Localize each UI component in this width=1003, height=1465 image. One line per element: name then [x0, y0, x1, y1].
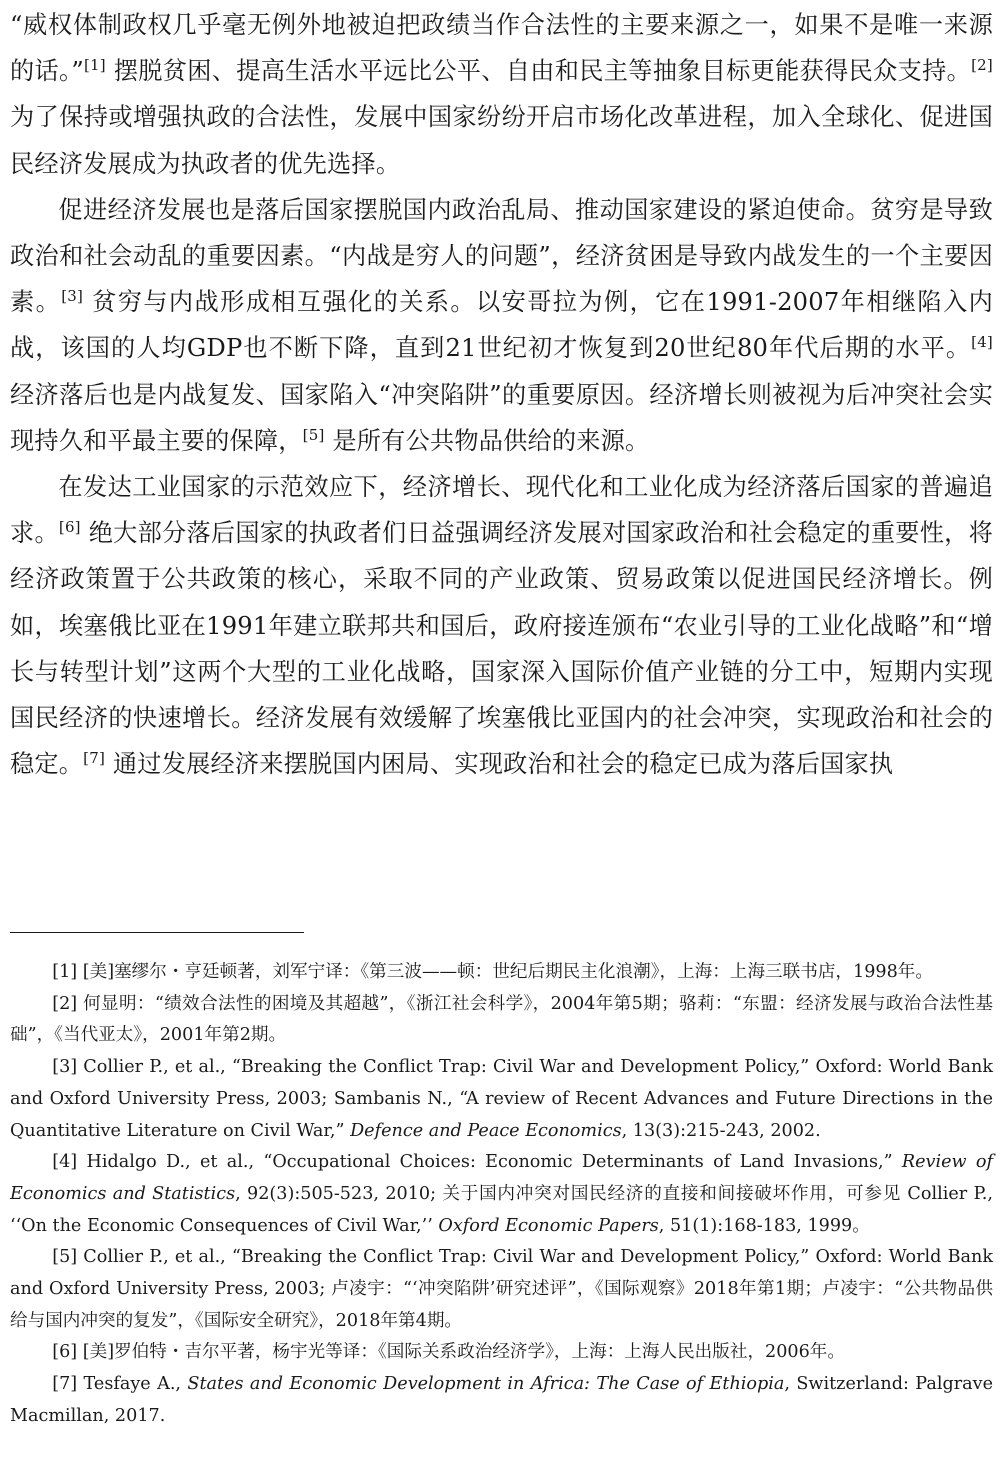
text-span: 摆脱贫困、提高生活水平远比公平、自由和民主等抽象目标更能获得民众支持。 [113, 57, 972, 86]
footnote-ref-2[interactable]: [2] [971, 56, 993, 75]
footnote-text: , Switzerland: Palgrave Macmillan, 2017. [10, 1374, 993, 1426]
footnote-text: [7] Tesfaye A., [52, 1374, 181, 1395]
footnote-2 [10, 989, 993, 1052]
footnote-ref-7[interactable]: [7] [83, 749, 106, 768]
footnote-text: [2] 何显明：“绩效合法性的困境及其超越”，《浙江社会科学》，2004年第5期；骆莉：“东盟：经济发展与政治合法性基础”，《当代亚太》，2001年第2期。 [10, 993, 993, 1046]
paragraph-3 [10, 464, 993, 787]
footnote-text: [5] Collier P., et al., “Breaking the Conflict Trap: Civil War and Development Policy,” Oxford: World Bank and Oxford University Press, 2003; 卢凌宇：“‘冲突陷阱’研究述评”，《国际观察》2018年第1期；卢凌宇：“公共物品供给与国内冲突的复发”，《国际安全研究》，2018年第4期。 [10, 1247, 993, 1331]
footnote-ref-3[interactable]: [3] [61, 287, 84, 306]
footnote-6 [10, 1337, 993, 1369]
footnote-text: [3] Collier P., et al., “Breaking the Conflict Trap: Civil War and Development Policy,” Oxford: World Bank and Oxford University Press, 2003; Sambanis N., “A review of Recent Advances and Future Directions in the Quantitative Literature on Civil War,” [10, 1057, 993, 1141]
journal-title: Defence and Peace Economics [350, 1120, 622, 1141]
footnote-3 [10, 1052, 993, 1147]
footnote-divider [10, 932, 304, 933]
footnote-ref-1[interactable]: [1] [83, 56, 106, 75]
text-span: 经济落后也是内战复发、国家陷入“冲突陷阱”的重要原因。经济增长则被视为后冲突社会实现持久和平最主要的保障， [10, 380, 993, 455]
text-span: 促进经济发展也是落后国家摆脱国内政治乱局、推动国家建设的紧迫使命。贫穷是导致政治和社会动乱的重要因素。“内战是穷人的问题”，经济贫困是导致内战发生的一个主要因素。 [10, 195, 993, 317]
paragraph-1 [10, 2, 993, 187]
book-title: States and Economic Development in Africa: The Case of Ethiopia [187, 1374, 785, 1395]
footnote-5 [10, 1242, 993, 1337]
journal-title: Oxford Economic Papers [438, 1215, 659, 1236]
main-text [10, 2, 993, 787]
footnote-text: [6] [美]罗伯特・吉尔平著，杨宇光等译：《国际关系政治经济学》，上海：上海人民出版社，2006年。 [52, 1342, 845, 1363]
footnote-ref-5[interactable]: [5] [302, 425, 325, 444]
text-span: 贫穷与内战形成相互强化的关系。以安哥拉为例，它在1991-2007年相继陷入内战，该国的人均GDP也不断下降，直到21世纪初才恢复到20世纪80年代后期的水平。 [10, 288, 993, 363]
footnote-text: , 92(3):505-523, 2010; 关于国内冲突对国民经济的直接和间接破坏作用，可参见 Collier P., ‘‘On the Economic Consequences of Civil War,’’ [10, 1183, 993, 1236]
footnote-text: , 51(1):168-183, 1999。 [658, 1215, 870, 1236]
text-span: 绝大部分落后国家的执政者们日益强调经济发展对国家政治和社会稳定的重要性，将经济政策置于公共政策的核心，采取不同的产业政策、贸易政策以促进国民经济增长。例如，埃塞俄比亚在1991年建立联邦共和国后，政府接连颁布“农业引导的工业化战略”和“增长与转型计划”这两个大型的工业化战略，国家深入国际价值产业链的分工中，短期内实现国民经济的快速增长。经济发展有效缓解了埃塞俄比亚国内的社会冲突，实现政治和社会的稳定。 [10, 519, 994, 779]
footnote-text: [1] [美]塞缪尔・亨廷顿著，刘军宁译：《第三波——顿：世纪后期民主化浪潮》，上海：上海三联书店，1998年。 [52, 962, 933, 982]
footnote-ref-6[interactable]: [6] [58, 518, 81, 537]
footnote-ref-4[interactable]: [4] [971, 333, 993, 352]
footnotes [10, 957, 993, 1433]
footnote-7 [10, 1369, 993, 1432]
text-span: 为了保持或增强执政的合法性，发展中国家纷纷开启市场化改革进程，加入全球化、促进国民经济发展成为执政者的优先选择。 [10, 103, 993, 178]
footnote-4 [10, 1147, 993, 1242]
text-span: 是所有公共物品供给的来源。 [332, 426, 650, 455]
paragraph-2 [10, 187, 993, 464]
footnote-1 [10, 957, 993, 989]
text-span: 通过发展经济来摆脱国内困局、实现政治和社会的稳定已成为落后国家执 [112, 750, 894, 779]
footnote-text: [4] Hidalgo D., et al., “Occupational Choices: Economic Determinants of Land Invasions,” [52, 1152, 893, 1173]
footnote-text: , 13(3):215-243, 2002. [621, 1120, 821, 1141]
text-span: “威权体制政权几乎毫无例外地被迫把政绩当作合法性的主要来源之一，如果不是唯一来源的话。” [10, 11, 993, 86]
page-body [10, 2, 993, 787]
journal-title: Review of Economics and Statistics [10, 1152, 994, 1204]
text-span: 在发达工业国家的示范效应下，经济增长、现代化和工业化成为经济落后国家的普遍追求。 [10, 473, 993, 548]
